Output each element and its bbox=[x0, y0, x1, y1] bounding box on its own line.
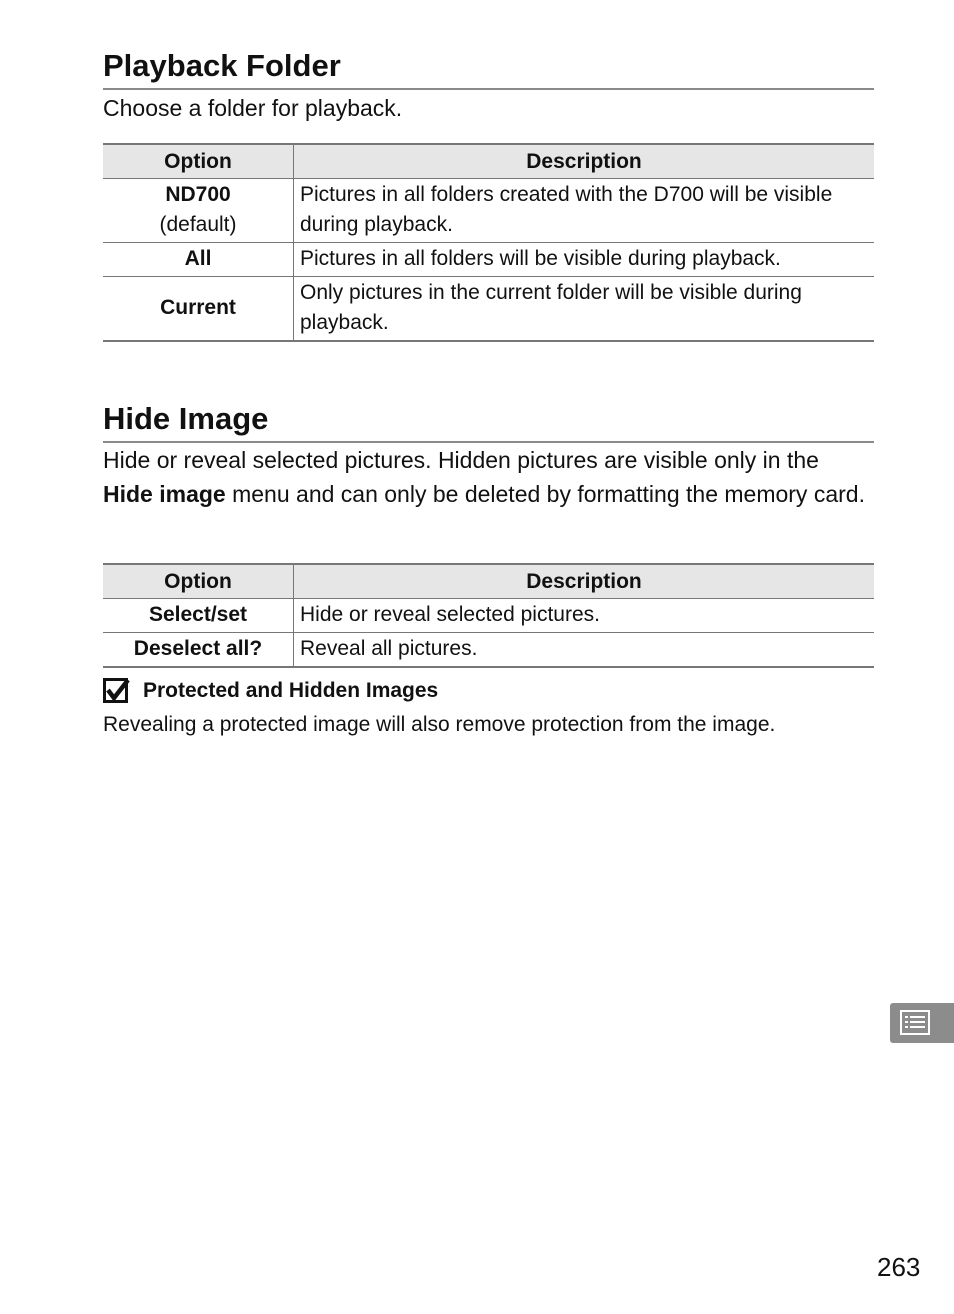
option-default-label: (default) bbox=[159, 213, 237, 236]
option-cell bbox=[103, 179, 294, 243]
column-header-option: Option bbox=[103, 564, 294, 599]
note-header bbox=[103, 676, 883, 706]
table-row bbox=[103, 179, 874, 243]
table-header-row bbox=[103, 564, 874, 599]
playback-folder-table bbox=[103, 143, 874, 342]
description-cell: Pictures in all folders will be visible during playback. bbox=[294, 243, 875, 277]
note-title: Protected and Hidden Images bbox=[143, 679, 439, 702]
hide-image-table bbox=[103, 563, 874, 668]
note-body: Revealing a protected image will also remove protection from the image. bbox=[103, 713, 776, 736]
option-cell: Select/set bbox=[103, 599, 294, 633]
note-box bbox=[103, 676, 883, 740]
hide-image-heading: Hide Image bbox=[103, 401, 874, 443]
table-header-row bbox=[103, 144, 874, 179]
intro-text: menu and can only be deleted by formatting the memory card. bbox=[225, 481, 865, 507]
table-row bbox=[103, 277, 874, 342]
option-cell: All bbox=[103, 243, 294, 277]
page-number: 263 bbox=[877, 1252, 921, 1282]
option-cell: Deselect all? bbox=[103, 633, 294, 668]
column-header-option: Option bbox=[103, 144, 294, 179]
playback-menu-icon bbox=[890, 1030, 954, 1047]
description-cell: Pictures in all folders created with the D700 will be visible during playback. bbox=[294, 179, 875, 243]
menu-name-bold: Hide image bbox=[103, 481, 226, 507]
description-cell: Reveal all pictures. bbox=[294, 633, 875, 668]
playback-menu-tab bbox=[890, 1003, 954, 1043]
description-cell: Hide or reveal selected pictures. bbox=[294, 599, 875, 633]
check-note-icon bbox=[103, 678, 130, 705]
option-name: ND700 bbox=[165, 183, 231, 206]
intro-text: Hide or reveal selected pictures. Hidden pictures are visible only in the bbox=[103, 447, 819, 473]
column-header-description: Description bbox=[294, 144, 875, 179]
table-row bbox=[103, 243, 874, 277]
column-header-description: Description bbox=[294, 564, 875, 599]
description-cell: Only pictures in the current folder will be visible during playback. bbox=[294, 277, 875, 342]
option-cell: Current bbox=[103, 277, 294, 342]
hide-image-intro bbox=[103, 443, 874, 511]
playback-folder-intro: Choose a folder for playback. bbox=[103, 95, 403, 121]
table-row bbox=[103, 633, 874, 668]
playback-folder-heading: Playback Folder bbox=[103, 48, 874, 90]
table-row bbox=[103, 599, 874, 633]
